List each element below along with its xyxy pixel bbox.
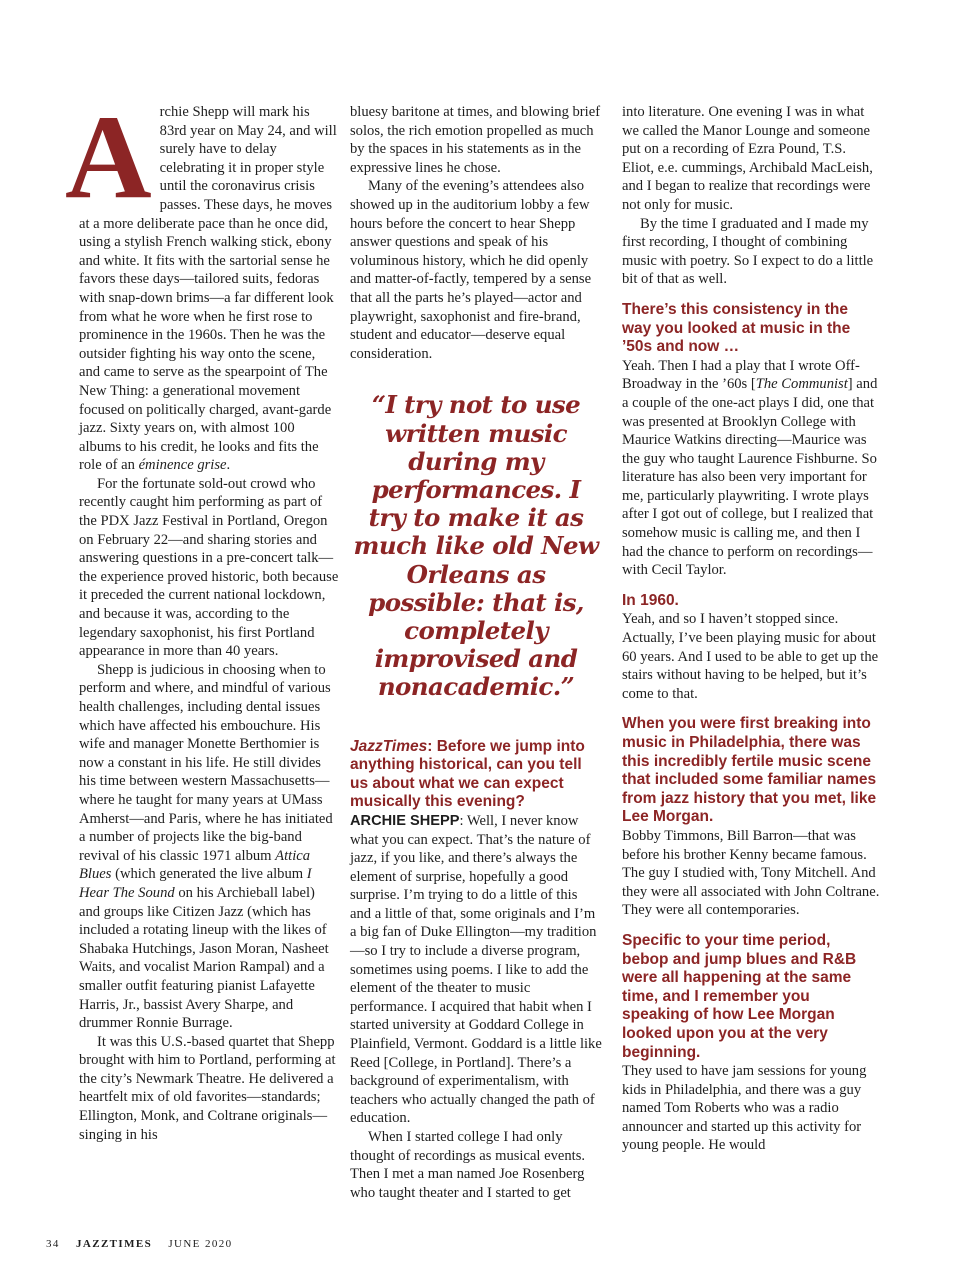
lead-paragraph: Archie Shepp will mark his 83rd year on May 24, and will surely have to delay celebrating it in proper style until the coronavirus crisis passes. These days, he moves at a more deliberate pace than he once did, using a stylish French walking stick, ebony and white. It fits with the sartorial sense he favors these days—tailored suits, fedoras with snap-down brims—a far different look from what he wore when he first rose to prominence in the 1960s. Then he was the outsider fighting his way onto the scene, and came to serve as the spearpoint of The New Thing: a generational movement focused on politically charged, avant-garde jazz. Sixty years on, with almost 100 albums to his credit, he looks and fits the role of an éminence grise. (65, 90, 337, 474)
speaker-name: ARCHIE SHEPP (350, 812, 460, 829)
body-paragraph: Shepp is judicious in choosing when to perform and where, and mindful of various health challenges, including dental issues which have affected his embouchure. His wife and manager Monette Berthomier is now a constant in his life. He still divides his time between western Massachusetts—where he taught for many years at UMass Amherst—and Paris, where he has initiated a number of projects like the big-band revival of his classic 1971 album Attica Blues (which generated the live album I Hear The Sound on his Archieball label) and groups like Citizen Jazz (which has included a rotating lineup with the likes of Shabaka Hutchings, Jason Moran, Nasheet Waits, and vocalist Marion Rampal) and a smaller outfit featuring pianist Lafayette Harris, Jr., bassist Avery Sharpe, and drummer Ronnie Burrage. (79, 661, 333, 1032)
interview-answer: When I started college I had only thought of recordings as musical events. Then I met a man named Joe Rosenberg who taught theater and I started to get (350, 1129, 586, 1201)
article-column-2 (350, 103, 602, 1202)
issue-date: JUNE 2020 (168, 1238, 233, 1250)
pull-quote: “I try not to use written music during my performances. I try to make it as much like old New Orleans as possible: that is, completely improvised and nonacademic.” (353, 390, 599, 702)
body-paragraph: Many of the evening’s attendees also showed up in the auditorium lobby a few hours before the concert to hear Shepp answer questions and speak of his voluminous history, which he did openly and matter-of-factly, tempered by a sense that all the parts he’s played—actor and playwright, saxophonist and fire-brand, student and educator—deserve equal consideration. (350, 178, 592, 362)
interview-answer: Yeah, and so I haven’t stopped since. Actually, I’ve been playing music for about 60 years. And I used to be able to get up the stairs without having to be helped, but it’s come to that. (622, 611, 879, 702)
interview-answer: Bobby Timmons, Bill Barron—that was before his brother Kenny became famous. The guy I studied with, Tony Mitchell. And they were all associated with John Coltrane. They were all contemporaries. (622, 827, 880, 919)
interview-question: When you were first breaking into music in Philadelphia, there was this incredibly fertile music scene that included some familiar names from jazz history that you met, like Lee Morgan. (622, 715, 877, 826)
interview-answer: Yeah. Then I had a play that I wrote Off-Broadway in the ’60s [The Communist] and a couple of the one-act plays I did, one that was presented at Brooklyn College with Maurice Watkins directing—Maurice was the guy who taught Laurence Fishburne. So literature has also been very important for me, particularly playwriting. I wrote plays after I got out of college, but I realized that somehow music is calling me, and then I had the chance to perform on recordings—with Cecil Taylor. (622, 357, 878, 579)
interview-answer: By the time I graduated and I made my first recording, I thought of combining music with poetry. So I expect to do a little bit of that as well. (622, 215, 874, 288)
article-column-3 (622, 103, 880, 1155)
interview-answer: ARCHIE SHEPP: Well, I never know what you can expect. That’s the nature of jazz, if you like, and there’s always the element of surprise, hopefully a good surprise. I’m trying to do a little of this and a little of that, some originals and I’m a big fan of Duke Ellington—my tradition—so I try to include a diverse program, sometimes using poems. I like to add the element of the theater to music performance. I acquired that habit when I started university at Goddard College in Plainfield, Vermont. Goddard is a little like Reed [College, in Portland]. There’s a background of experimentalism, with teachers who actually changed the path of education. (350, 812, 602, 1127)
article-column-1 (65, 90, 339, 1144)
page-footer (46, 1238, 245, 1250)
page-number: 34 (46, 1238, 60, 1250)
interview-question: There’s this consistency in the way you looked at music in the ’50s and now … (622, 300, 851, 356)
interview-question: In 1960. (622, 591, 679, 609)
magazine-name: JAZZTIMES (75, 1238, 153, 1250)
body-paragraph: For the fortunate sold-out crowd who recently caught him performing as part of the PDX Jazz Festival in Portland, Oregon on February 22—and sharing stories and answering questions in a pre-concert talk—the experience proved historic, both because it preceded the current national lockdown, and because it was, according to the legendary saxophonist, his first Portland appearance in more than 40 years. (79, 475, 339, 660)
body-paragraph: It was this U.S.-based quartet that Shepp brought with him to Portland, performing at the city’s Newmark Theatre. He delivered a heartfelt mix of old favorites—standards; Ellington, Monk, and Coltrane originals—singing in his (79, 1033, 336, 1143)
drop-cap: A (65, 90, 152, 223)
body-paragraph: bluesy baritone at times, and blowing brief solos, the rich emotion propelled as much by the spaces in his statements as in the expressive lines he chose. (350, 104, 601, 176)
interview-question: JazzTimes: Before we jump into anything historical, can you tell us about what we can expect musically this evening? (350, 737, 585, 811)
interview-answer: into literature. One evening I was in what we called the Manor Lounge and someone put on a recording of Ezra Pound, T.S. Eliot, e.e. cummings, Archibald MacLeish, and I began to realize that recordings were not only for music. (622, 104, 873, 213)
interview-answer: They used to have jam sessions for young kids in Philadelphia, and there was a guy named Tom Roberts who was a radio announcer and started up this activity for young people. He would (622, 1063, 867, 1154)
interview-question: Specific to your time period, bebop and jump blues and R&B were all happening at the same time, and I remember you speaking of how Lee Morgan looked upon you at the very beginning. (622, 931, 857, 1061)
